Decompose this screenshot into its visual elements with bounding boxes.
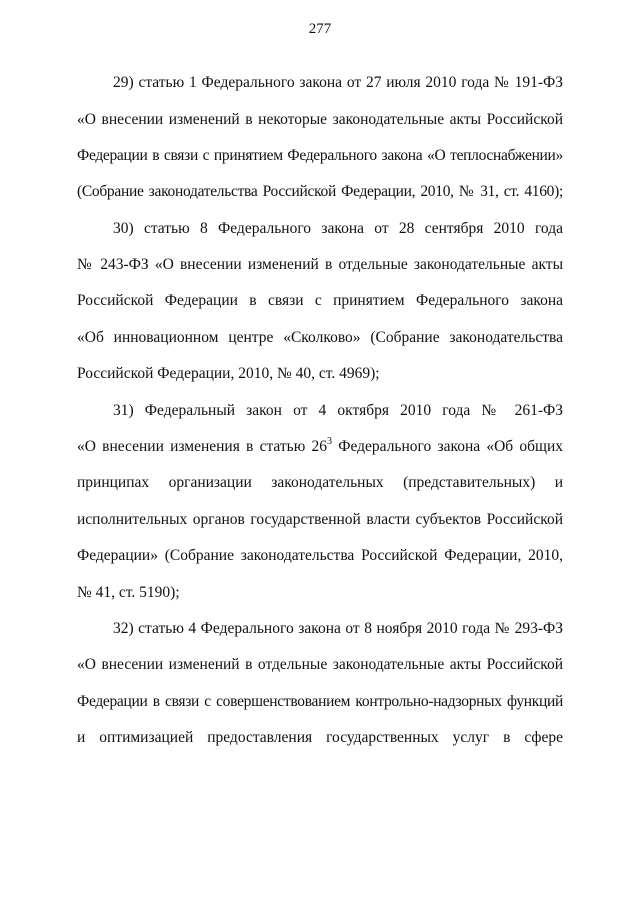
item-30-line-2: № 243-ФЗ «О внесении изменений в отдельные законодательные акты	[77, 256, 563, 273]
item-31-line-2-part-b: Федерального закона «Об общих	[332, 438, 563, 455]
item-30-line-1: 30) статью 8 Федерального закона от 28 сентября 2010 года	[113, 220, 563, 237]
item-32-line-4: и оптимизацией предоставления государственных услуг в сфере	[77, 729, 563, 746]
item-30-line-3: Российской Федерации в связи с принятием Федерального закона	[77, 292, 563, 309]
item-29-line-2: «О внесении изменений в некоторые законодательные акты Российской	[77, 111, 563, 128]
item-31-line-2-part-a: «О внесении изменения в статью 26	[77, 438, 328, 455]
item-31-line-2	[77, 437, 563, 457]
item-30-line-5: Российской Федерации, 2010, № 40, ст. 4969);	[77, 365, 380, 382]
item-31-line-4: исполнительных органов государственной власти субъектов Российской	[77, 511, 563, 528]
item-29-line-3: Федерации в связи с принятием Федерального закона «О теплоснабжении»	[77, 147, 563, 164]
item-31-line-1: 31) Федеральный закон от 4 октября 2010 года № 261-ФЗ	[113, 402, 563, 419]
item-31-line-6: № 41, ст. 5190);	[77, 584, 180, 601]
item-31-line-3: принципах организации законодательных (представительных) и	[77, 474, 563, 491]
item-30-line-4: «Об инновационном центре «Сколково» (Собрание законодательства	[77, 329, 563, 346]
page-number: 277	[308, 21, 332, 37]
item-29-line-1: 29) статью 1 Федерального закона от 27 июля 2010 года № 191-ФЗ	[113, 74, 563, 91]
item-32-line-1: 32) статью 4 Федерального закона от 8 ноября 2010 года № 293-ФЗ	[113, 620, 563, 637]
item-29-line-4: (Собрание законодательства Российской Федерации, 2010, № 31, ст. 4160);	[77, 183, 563, 200]
item-32-line-3: Федерации в связи с совершенствованием контрольно-надзорных функций	[77, 693, 563, 710]
item-32-line-2: «О внесении изменений в отдельные законодательные акты Российской	[77, 656, 563, 673]
item-31-line-5: Федерации» (Собрание законодательства Российской Федерации, 2010,	[77, 547, 563, 564]
superscript-3: 3	[327, 436, 333, 447]
